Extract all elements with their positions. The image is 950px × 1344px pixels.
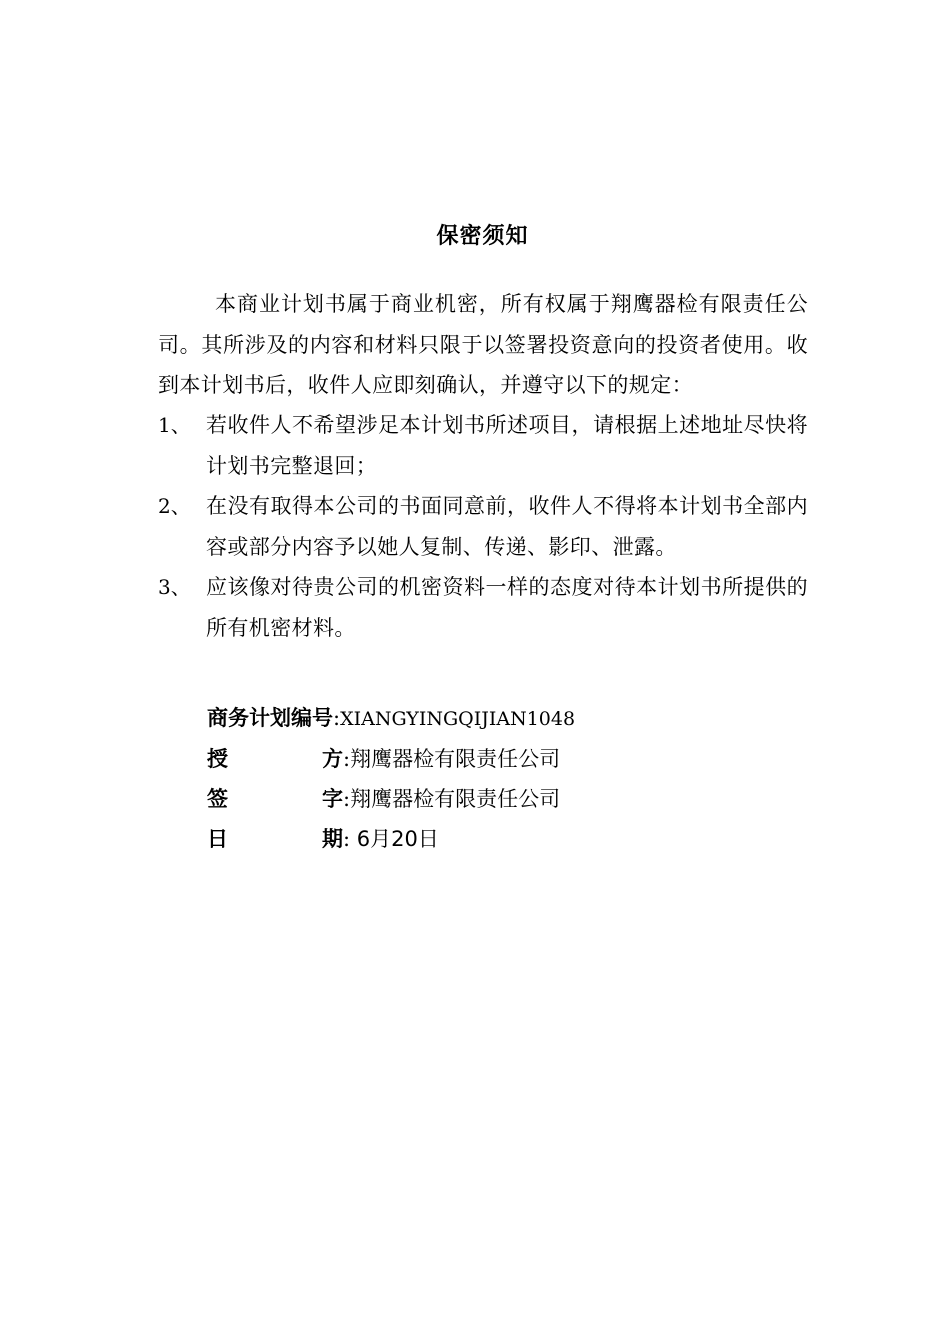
date-label — [207, 819, 343, 859]
grantor-label-second: 方 — [322, 747, 343, 771]
colon-separator: : — [343, 747, 351, 771]
colon-separator: : — [343, 827, 351, 851]
list-item-number: 1、 — [158, 413, 191, 437]
grantor-label-first: 授 — [207, 747, 228, 771]
signature-row — [207, 779, 707, 819]
grantor-row — [207, 739, 707, 779]
signature-value: 翔鹰器检有限责任公司 — [350, 787, 561, 811]
confidentiality-intro: 本商业计划书属于商业机密，所有权属于翔鹰器检有限责任公司。其所涉及的内容和材料只限于以签署投资意向的投资者使用。收到本计划书后，收件人应即刻确认，并遵守以下的规定： — [158, 292, 808, 397]
list-item — [158, 486, 808, 567]
date-row — [207, 819, 707, 859]
plan-number-label: 商务计划编号 — [207, 706, 333, 730]
document-title: 保密须知 — [436, 224, 529, 249]
date-label-first: 日 — [207, 827, 228, 851]
colon-separator: : — [333, 706, 341, 730]
list-item-text: 若收件人不希望涉足本计划书所述项目，请根据上述地址尽快将计划书完整退回； — [206, 413, 808, 478]
signature-label-first: 签 — [207, 787, 228, 811]
date-value: 6月20日 — [350, 827, 439, 851]
list-item-number: 2、 — [158, 494, 191, 518]
plan-number-value: XIANGYINGQIJIAN1048 — [340, 708, 576, 730]
list-item-number: 3、 — [158, 575, 191, 599]
list-item — [158, 405, 808, 486]
list-item — [158, 567, 808, 648]
colon-separator: : — [343, 787, 351, 811]
signature-label-second: 字 — [322, 787, 343, 811]
date-label-second: 期 — [322, 827, 343, 851]
plan-metadata — [207, 698, 707, 859]
grantor-label — [207, 739, 343, 779]
rules-list — [158, 405, 808, 648]
signature-label — [207, 779, 343, 819]
list-item-text: 在没有取得本公司的书面同意前，收件人不得将本计划书全部内容或部分内容予以她人复制、传递、影印、泄露。 — [206, 494, 808, 559]
plan-number-row — [207, 698, 707, 739]
grantor-value: 翔鹰器检有限责任公司 — [350, 747, 561, 771]
list-item-text: 应该像对待贵公司的机密资料一样的态度对待本计划书所提供的所有机密材料。 — [206, 575, 808, 640]
